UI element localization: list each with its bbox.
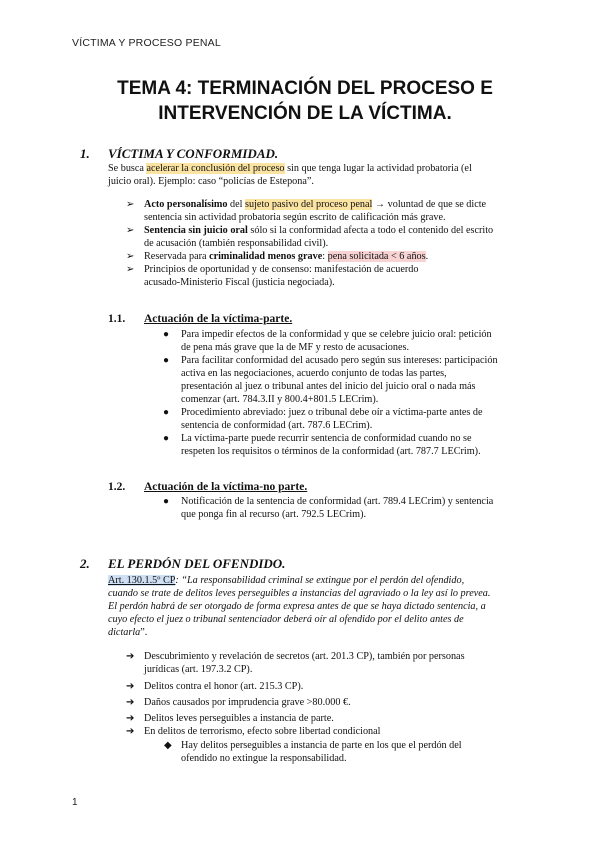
section-1-1-number: 1.1. [108,313,126,325]
list-item: Para impedir efectos de la conformidad y que se celebre juicio oral: petición de pena más grave que la de MF y resto de acusaciones. [181,329,492,353]
section-1-number: 1. [80,146,90,161]
list-item: La víctima-parte puede recurrir sentencia de conformidad cuando no se respeten los requisitos o términos de la conformidad (art. 787.7 LECrim). [181,433,481,457]
section-1-2-heading: Actuación de la víctima-no parte. [144,481,308,493]
bullet-dot-icon: ● [163,329,170,340]
page-title [60,76,550,126]
diamond-bullet-icon: ◆ [164,740,172,751]
article-reference: Art. 130.1.5º CP [108,575,176,586]
bullet-dot-icon: ● [163,355,170,366]
arrow-bullet-icon: ➔ [126,681,135,692]
arrow-list-item: Daños causados por imprudencia grave >80.000 €. [144,697,351,708]
title-line-1: TEMA 4: TERMINACIÓN DEL PROCESO E [117,78,493,99]
arrow-list-item: Delitos leves perseguibles a instancia de parte. [144,713,334,724]
arrow-list-item: Delitos contra el honor (art. 215.3 CP). [144,681,304,692]
title-line-2: INTERVENCIÓN DE LA VÍCTIMA. [158,103,452,124]
list-item: Notificación de la sentencia de conformidad (art. 789.4 LECrim) y sentencia que ponga fin al recurso (art. 792.5 LECrim). [181,496,494,520]
bullet-dot-icon: ● [163,496,170,507]
sub-list-item: Hay delitos perseguibles a instancia de parte en los que el perdón del ofendido no extingue la responsabilidad. [181,740,462,764]
section-1-intro: Se busca acelerar la conclusión del proceso sin que tenga lugar la actividad probatoria (el juicio oral). Ejemplo: caso “policías de Estepona”. [108,163,472,187]
arrowhead-bullet-icon: ➢ [126,251,135,262]
bullet-dot-icon: ● [163,407,170,418]
arrow-bullet-icon: ➔ [126,713,135,724]
bullet-dot-icon: ● [163,433,170,444]
arrow-list-item: En delitos de terrorismo, efecto sobre libertad condicional [144,726,381,737]
arrowhead-bullet-icon: ➢ [126,199,135,210]
section-2-heading: EL PERDÓN DEL OFENDIDO. [108,556,286,571]
bullet-item: Sentencia sin juicio oral sólo si la conformidad afecta a todo el contenido del escrito de acusación (también responsabilidad civil). [144,225,494,249]
highlight-text: acelerar la conclusión del proceso [146,163,285,174]
bullet-item: Principios de oportunidad y de consenso: manifestación de acuerdo acusado-Ministerio Fiscal (justicia negociada). [144,264,419,288]
arrowhead-bullet-icon: ➢ [126,264,135,275]
bullet-item: Reservada para criminalidad menos grave: pena solicitada < 6 años. [144,251,429,262]
list-item: Procedimiento abreviado: juez o tribunal debe oír a víctima-parte antes de sentencia de conformidad (art. 787.6 LECrim). [181,407,483,431]
section-1-2-number: 1.2. [108,481,126,493]
arrow-bullet-icon: ➔ [126,697,135,708]
legal-quote: Art. 130.1.5º CP: “La responsabilidad criminal se extingue por el perdón del ofendido, cuando se trate de delitos leves perseguibles a instancias del agraviado o la ley así lo prevea. El perdón habrá de ser otorgado de forma expresa antes de que se haya dictado sentencia, a cuyo efecto el juez o tribunal sentenciador deberá oír al ofendido por el delito antes de dictarla”. [108,575,491,638]
arrow-bullet-icon: ➔ [126,651,135,662]
arrow-bullet-icon: ➔ [126,726,135,737]
arrow-list-item: Descubrimiento y revelación de secretos (art. 201.3 CP), también por personas jurídicas (art. 197.3.2 CP). [144,651,465,675]
section-1-1-heading: Actuación de la víctima-parte. [144,313,293,325]
bullet-item: Acto personalísimo del sujeto pasivo del proceso penal → voluntad de que se dicte sentencia sin actividad probatoria según escrito de calificación más grave. [144,199,487,223]
list-item: Para facilitar conformidad del acusado pero según sus intereses: participación activa en las negociaciones, acuerdo conjunto de todas las partes, presentación al juez o tribunal antes del inicio del juicio oral o nada más comenzar (art. 784.3.II y 800.4+801.5 LECrim). [181,355,498,405]
section-1-heading: VÍCTIMA Y CONFORMIDAD. [108,146,279,161]
arrowhead-bullet-icon: ➢ [126,225,135,236]
page-number: 1 [72,797,78,808]
section-2-number: 2. [80,556,90,571]
running-header: VÍCTIMA Y PROCESO PENAL [72,37,221,49]
